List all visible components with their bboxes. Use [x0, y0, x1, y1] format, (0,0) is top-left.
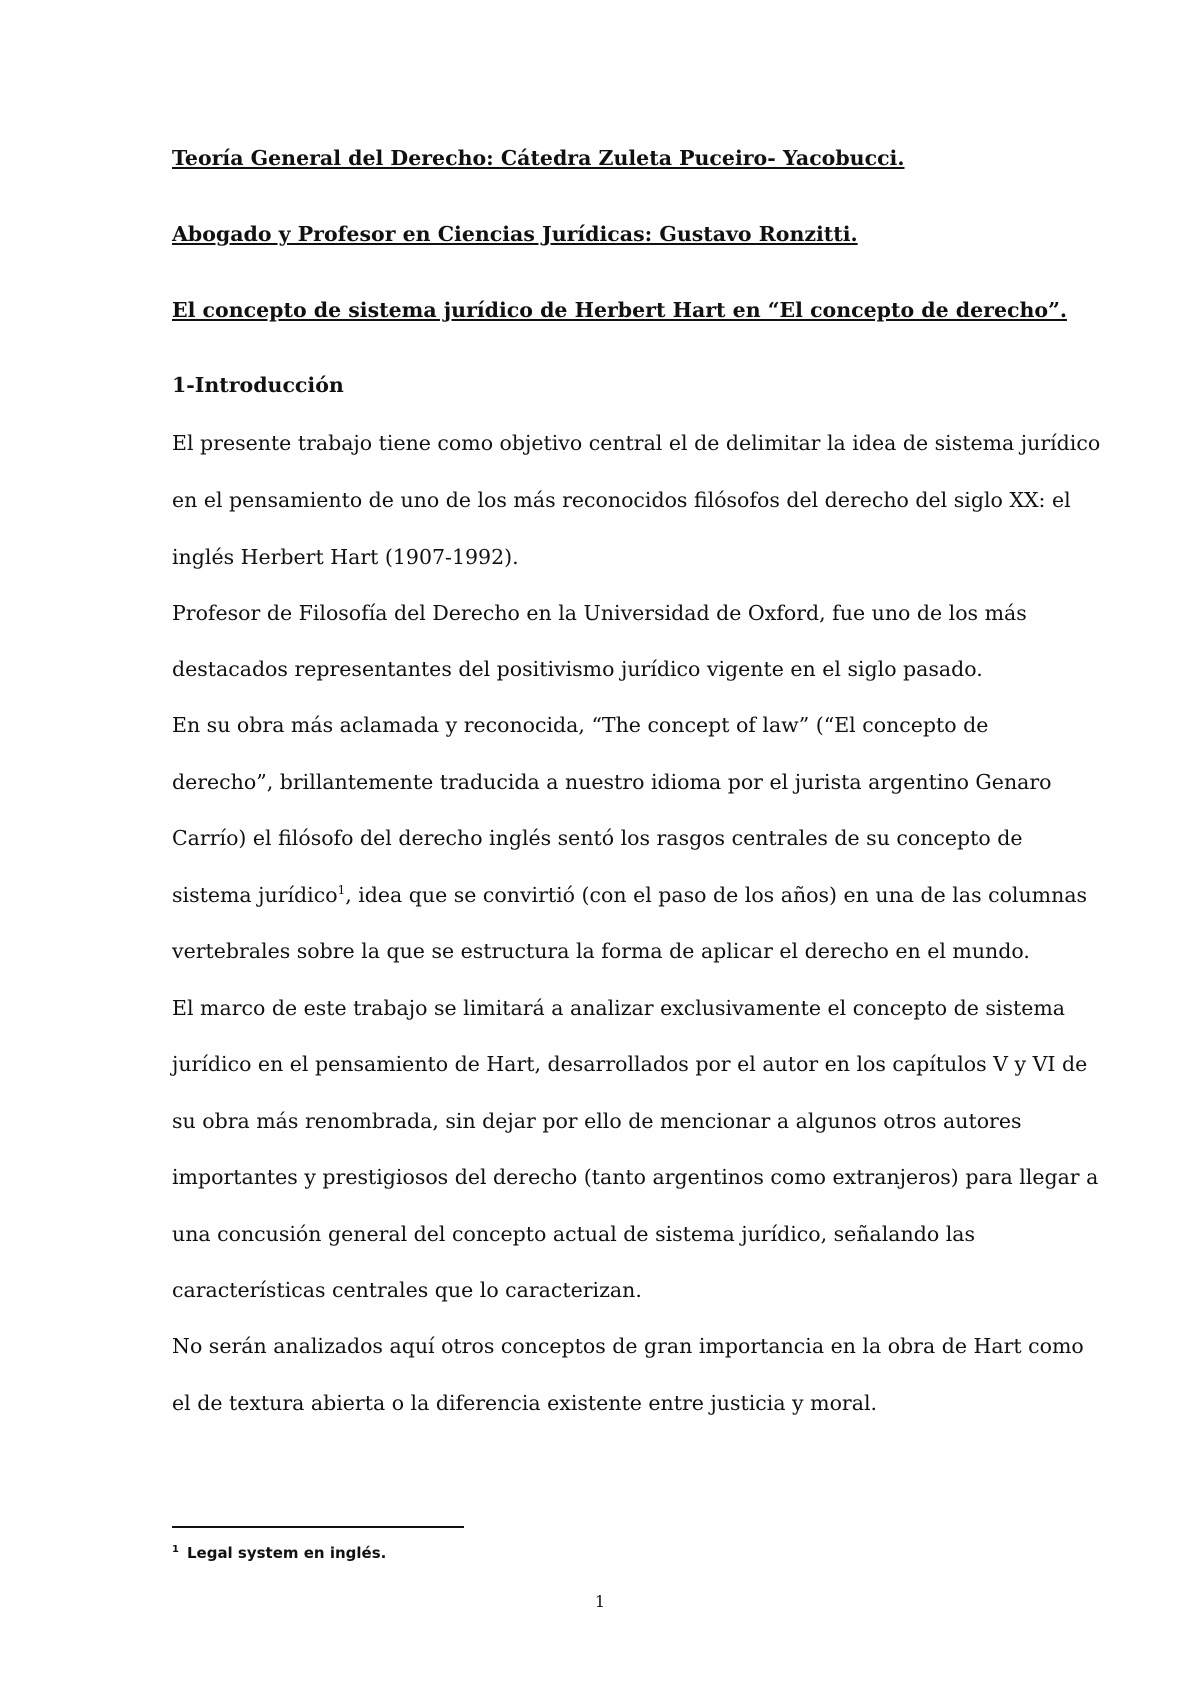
- body-line: una concusión general del concepto actual de sistema jurídico, señalando las: [172, 1222, 976, 1246]
- body-line: jurídico en el pensamiento de Hart, desarrollados por el autor en los capítulos V y VI de: [172, 1052, 1088, 1076]
- body-line: vertebrales sobre la que se estructura la forma de aplicar el derecho en el mundo.: [172, 939, 1030, 963]
- body-line: Profesor de Filosofía del Derecho en la Universidad de Oxford, fue uno de los más: [172, 601, 1027, 625]
- body-line: su obra más renombrada, sin dejar por ello de mencionar a algunos otros autores: [172, 1109, 1022, 1133]
- footnote-reference[interactable]: 1: [337, 883, 346, 898]
- page-number: 1: [594, 1592, 606, 1611]
- paper-title: El concepto de sistema jurídico de Herbert Hart en “El concepto de derecho”.: [172, 298, 1067, 322]
- footnote-marker: 1: [172, 1544, 179, 1555]
- body-line: No serán analizados aquí otros conceptos de gran importancia en la obra de Hart como: [172, 1334, 1084, 1358]
- body-line: inglés Herbert Hart (1907-1992).: [172, 545, 519, 569]
- section-title: 1-Introducción: [172, 373, 344, 397]
- author-heading: Abogado y Profesor en Ciencias Jurídicas: Gustavo Ronzitti.: [172, 222, 858, 246]
- body-line: En su obra más aclamada y reconocida, “The concept of law” (“El concepto de: [172, 713, 989, 737]
- body-line: El marco de este trabajo se limitará a analizar exclusivamente el concepto de sistema: [172, 996, 1066, 1020]
- body-line: destacados representantes del positivismo jurídico vigente en el siglo pasado.: [172, 657, 983, 681]
- body-line: en el pensamiento de uno de los más reconocidos filósofos del derecho del siglo XX: el: [172, 488, 1071, 512]
- body-line: importantes y prestigiosos del derecho (tanto argentinos como extranjeros) para llegar a: [172, 1165, 1099, 1189]
- body-line-part: sistema jurídico: [172, 883, 338, 907]
- body-line: características centrales que lo caracterizan.: [172, 1278, 642, 1302]
- body-line: Carrío) el filósofo del derecho inglés sentó los rasgos centrales de su concepto de: [172, 826, 1023, 850]
- footnote: [172, 1544, 386, 1562]
- footnote-separator: [172, 1526, 464, 1528]
- body-line: el de textura abierta o la diferencia existente entre justicia y moral.: [172, 1391, 878, 1415]
- body-line: derecho”, brillantemente traducida a nuestro idioma por el jurista argentino Genaro: [172, 770, 1052, 794]
- body-line-part: , idea que se convirtió (con el paso de los años) en una de las columnas: [345, 883, 1088, 907]
- course-heading: Teoría General del Derecho: Cátedra Zuleta Puceiro- Yacobucci.: [172, 146, 905, 170]
- footnote-text: Legal system en inglés.: [186, 1544, 387, 1562]
- body-line: El presente trabajo tiene como objetivo central el de delimitar la idea de sistema jurídico: [172, 431, 1101, 455]
- body-line-with-footnote: [172, 883, 1087, 907]
